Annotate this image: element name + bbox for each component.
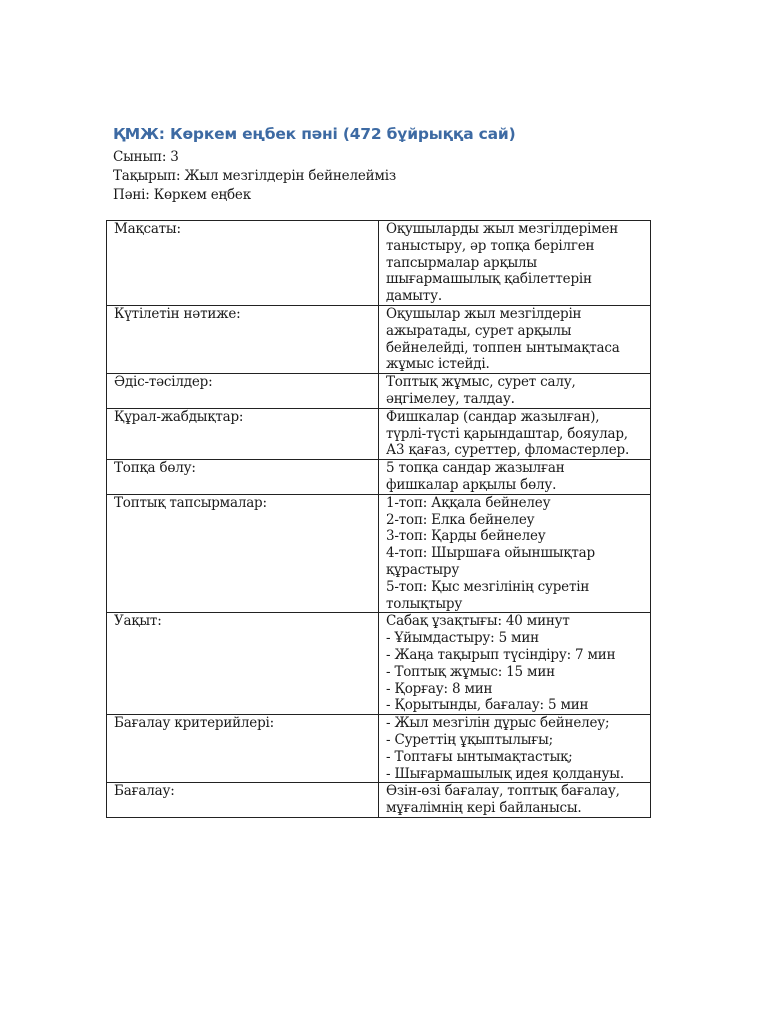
table-row [107,408,651,459]
row-label-cell [107,374,379,409]
row-value-line: әңгімелеу, талдау. [386,390,515,407]
lesson-plan-table-body [107,221,651,818]
row-label-cell [107,494,379,613]
row-value-line: бейнелейді, топпен ынтымақтаса [386,339,620,356]
row-value-line: - Топтағы ынтымақтастық; [386,748,573,765]
row-value-line: - Қорғау: 8 мин [386,680,493,697]
grade-line [113,149,179,166]
row-label: Құрал-жабдықтар: [114,408,244,425]
row-value-line: - Топтық жұмыс: 15 мин [386,663,555,680]
table-row [107,783,651,818]
grade-value: 3 [170,149,179,165]
table-row [107,494,651,613]
table-row [107,715,651,783]
row-value-line: жұмыс істейді. [386,356,490,373]
row-value-line: шығармашылық қабілеттерін [386,271,592,288]
topic-line [113,168,396,185]
row-value-cell [379,305,651,373]
row-value-line: Оқушыларды жыл мезгілдерімен [386,221,619,237]
row-label-cell [107,460,379,495]
subject-value: Көркем еңбек [153,187,251,203]
row-value-line: құрастыру [386,561,460,578]
row-value-line: 5-топ: Қыс мезгілінің суретін [386,578,590,595]
table-row [107,374,651,409]
table-row [107,305,651,373]
row-label: Бағалау: [114,783,175,800]
table-row [107,221,651,306]
row-value-line: тапсырмалар арқылы [386,254,537,271]
topic-label: Тақырып: [113,168,185,184]
lesson-plan-table [106,220,651,818]
row-value-cell [379,613,651,715]
row-value-line: - Суреттің ұқыптылығы; [386,731,553,748]
row-label-cell [107,613,379,715]
row-value-line: - Қорытынды, бағалау: 5 мин [386,697,589,714]
row-value-line: - Ұйымдастыру: 5 мин [386,630,539,647]
row-value-line: дамыту. [386,288,442,305]
row-label-cell [107,715,379,783]
table-row [107,613,651,715]
row-value-cell [379,715,651,783]
row-value-line: толықтыру [386,595,463,612]
row-value-cell [379,221,651,306]
row-value-line: 4-топ: Шыршаға ойыншықтар [386,545,595,562]
row-value-line: Оқушылар жыл мезгілдерін [386,305,582,322]
row-value-line: 2-топ: Елка бейнелеу [386,511,535,528]
row-value-cell [379,408,651,459]
row-label-cell [107,305,379,373]
row-label: Әдіс-тәсілдер: [114,374,213,391]
subject-label: Пәні: [113,187,154,203]
row-value-line: 3-топ: Қарды бейнелеу [386,528,546,545]
row-value-line: фишкалар арқылы бөлу. [386,476,557,493]
topic-value: Жыл мезгілдерін бейнелейміз [184,168,397,184]
grade-label: Сынып: [113,149,171,165]
row-value-line: 5 топқа сандар жазылған [386,460,565,477]
row-value-line: таныстыру, әр топқа берілген [386,237,595,254]
row-value-cell [379,374,651,409]
row-value-line: А3 қағаз, суреттер, фломастерлер. [386,442,630,459]
row-value-line: Сабақ ұзақтығы: 40 минут [386,613,570,630]
row-value-line: мұғалімнің кері байланысы. [386,800,582,817]
row-label-cell [107,408,379,459]
row-value-line: Топтық жұмыс, сурет салу, [386,374,576,391]
row-value-line: - Шығармашылық идея қолдануы. [386,765,624,782]
row-value-cell [379,460,651,495]
row-label: Уақыт: [114,613,162,630]
row-label: Күтілетін нәтиже: [114,305,241,322]
row-value-line: 1-топ: Аққала бейнелеу [386,494,551,511]
row-value-line: Өзін-өзі бағалау, топтық бағалау, [386,783,620,800]
row-value-cell [379,494,651,613]
row-value-line: Фишкалар (сандар жазылған), [386,408,600,425]
row-value-line: - Жаңа тақырып түсіндіру: 7 мин [386,646,616,663]
row-value-line: түрлі-түсті қарындаштар, бояулар, [386,425,628,442]
row-label: Мақсаты: [114,221,181,237]
row-value-line: - Жыл мезгілін дұрыс бейнелеу; [386,715,610,732]
table-row [107,460,651,495]
document-title: ҚМЖ: Көркем еңбек пәні (472 бұйрыққа сай) [113,125,516,143]
row-label-cell [107,221,379,306]
subject-line [113,187,251,204]
row-value-cell [379,783,651,818]
row-label-cell [107,783,379,818]
row-label: Топтық тапсырмалар: [114,494,267,511]
row-value-line: ажыратады, сурет арқылы [386,322,572,339]
row-label: Топқа бөлу: [114,460,196,477]
row-label: Бағалау критерийлері: [114,715,274,732]
